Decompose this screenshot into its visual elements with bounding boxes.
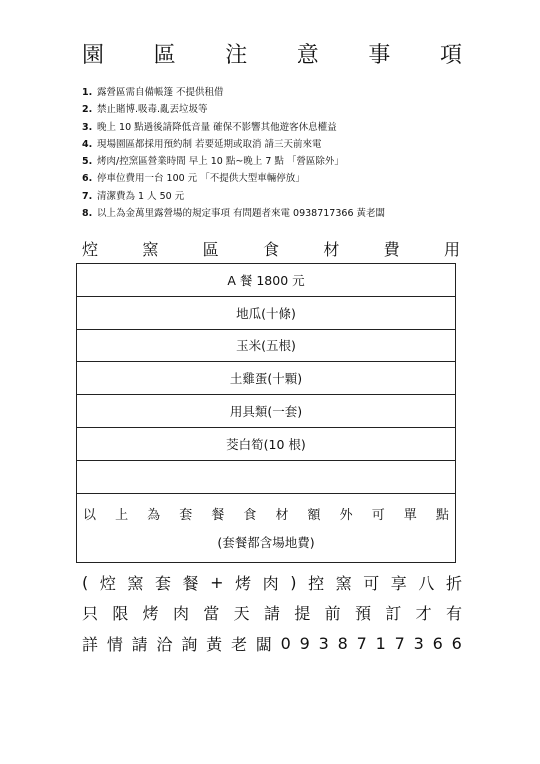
footer-line [82, 598, 462, 629]
fee-note-char: 為 [147, 507, 161, 523]
footer-char: 當 [203, 604, 220, 624]
footer-char: 烤 [142, 604, 159, 624]
fee-section-title [82, 237, 460, 260]
footer-char: 享 [390, 573, 407, 593]
fee-note-char: 點 [435, 507, 449, 523]
footer-char: 1 [375, 633, 386, 653]
footer-char: 6 [451, 633, 462, 653]
fee-note-line [83, 504, 449, 523]
rule-number: 3. [82, 121, 93, 133]
rule-item [82, 188, 502, 205]
rule-number: 7. [82, 190, 93, 202]
fee-row: A 餐 1800 元 [77, 264, 455, 297]
footer-line [82, 628, 462, 659]
rule-number: 5. [82, 156, 93, 168]
footer-char: 前 [324, 604, 341, 624]
footer-char: 肉 [172, 604, 189, 624]
rule-item [82, 101, 502, 118]
footer-char: 有 [445, 604, 462, 624]
fee-note-char: 餐 [211, 507, 225, 523]
footer-char: 黃 [206, 634, 223, 654]
footer-char: 焢 [99, 573, 116, 593]
footer-char: 折 [445, 573, 462, 593]
footer-char: 餐 [182, 573, 199, 593]
title-char: 項 [439, 43, 462, 68]
title-char: 區 [153, 43, 176, 68]
footer-char: 請 [131, 634, 148, 654]
footer-char: 9 [299, 633, 310, 653]
fee-note-char: 以 [83, 507, 97, 523]
footer-char: 窯 [335, 573, 352, 593]
fee-row: 地瓜(十條) [77, 297, 455, 330]
footer-char: 闆 [255, 634, 272, 654]
footer-char: 肉 [262, 573, 279, 593]
fee-row: 玉米(五根) [77, 330, 455, 363]
subtitle-char: 用 [443, 240, 460, 259]
subtitle-char: 窯 [142, 240, 159, 259]
subtitle-char: 食 [262, 240, 279, 259]
rule-item [82, 119, 502, 136]
subtitle-char: 區 [202, 240, 219, 259]
rule-number: 1. [82, 87, 93, 98]
footer-char: 3 [318, 633, 329, 653]
fee-table [76, 263, 456, 563]
footer-char: 預 [354, 604, 371, 624]
title-char: 園 [82, 43, 105, 68]
title-char: 事 [368, 43, 391, 68]
footer-char: 8 [337, 633, 348, 653]
footer-char: 情 [106, 634, 123, 654]
footer-char: 6 [432, 633, 443, 653]
rule-item [82, 136, 502, 153]
footer-char: 烤 [235, 573, 252, 593]
footer-notes [82, 567, 462, 659]
footer-char: ( [82, 572, 89, 592]
footer-char: 才 [415, 604, 432, 624]
footer-char: 天 [233, 604, 250, 624]
rule-text: 停車位費用一台 100 元 「不提供大型車輛停放」 [97, 173, 305, 185]
rule-text: 烤肉/控窯區營業時間 早上 10 點~晚上 7 點 「營區除外」 [97, 156, 344, 168]
rule-item [82, 153, 502, 170]
fee-note [77, 494, 455, 562]
fee-row: 用具類(一套) [77, 395, 455, 428]
footer-char: 老 [230, 634, 247, 654]
fee-note-char: 套 [179, 507, 193, 523]
fee-row [77, 461, 455, 494]
subtitle-char: 費 [383, 240, 400, 259]
rule-item [82, 84, 502, 101]
footer-char: 7 [356, 633, 367, 653]
rule-text: 露營區需自備帳篷 不提供租借 [97, 87, 224, 98]
fee-note-char: 食 [243, 507, 257, 523]
rule-number: 6. [82, 173, 93, 185]
rule-item [82, 205, 502, 222]
rules-list [82, 84, 502, 222]
footer-char: 限 [112, 604, 129, 624]
fee-note-sub: (套餐都含場地費) [217, 535, 315, 551]
rule-text: 以上為金萬里露營場的規定事項 有問題者來電 0938717366 黃老闆 [97, 208, 386, 220]
footer-char: 套 [154, 573, 171, 593]
rule-item [82, 170, 502, 187]
rule-text: 清潔費為 1 人 50 元 [97, 190, 185, 202]
footer-char: 請 [263, 604, 280, 624]
footer-char: 控 [308, 573, 325, 593]
fee-note-char: 外 [339, 507, 353, 523]
rule-text: 禁止賭博.吸毒.亂丟垃圾等 [97, 104, 208, 116]
footer-char: 7 [394, 633, 405, 653]
rule-number: 4. [82, 138, 93, 150]
footer-char: 只 [82, 604, 99, 624]
fee-row: 土雞蛋(十顆) [77, 362, 455, 395]
fee-note-char: 額 [307, 507, 321, 523]
fee-note-char: 可 [371, 507, 385, 523]
fee-note-char: 單 [403, 507, 417, 523]
rule-text: 現場園區都採用預約制 若要延期或取消 請三天前來電 [97, 138, 322, 150]
footer-char: 詢 [181, 634, 198, 654]
footer-char: 0 [280, 633, 291, 653]
footer-char: 提 [294, 604, 311, 624]
fee-row: 茭白筍(10 根) [77, 428, 455, 461]
footer-char: 可 [363, 573, 380, 593]
rule-number: 2. [82, 104, 93, 116]
fee-note-char: 材 [275, 507, 289, 523]
footer-char: 訂 [385, 604, 402, 624]
footer-char: 3 [413, 633, 424, 653]
fee-note-char: 上 [115, 507, 129, 523]
footer-char: 八 [418, 573, 435, 593]
rule-number: 8. [82, 208, 93, 220]
subtitle-char: 材 [323, 240, 340, 259]
footer-char: + [210, 572, 224, 592]
subtitle-char: 焢 [82, 240, 99, 259]
footer-char: 詳 [82, 634, 99, 654]
footer-char: 窯 [127, 573, 144, 593]
footer-line [82, 567, 462, 598]
page-title [82, 38, 462, 69]
rule-text: 晚上 10 點過後請降低音量 確保不影響其他遊客休息權益 [97, 121, 337, 133]
title-char: 意 [296, 43, 319, 68]
title-char: 注 [225, 43, 248, 68]
footer-char: ) [290, 572, 297, 592]
footer-char: 洽 [156, 634, 173, 654]
